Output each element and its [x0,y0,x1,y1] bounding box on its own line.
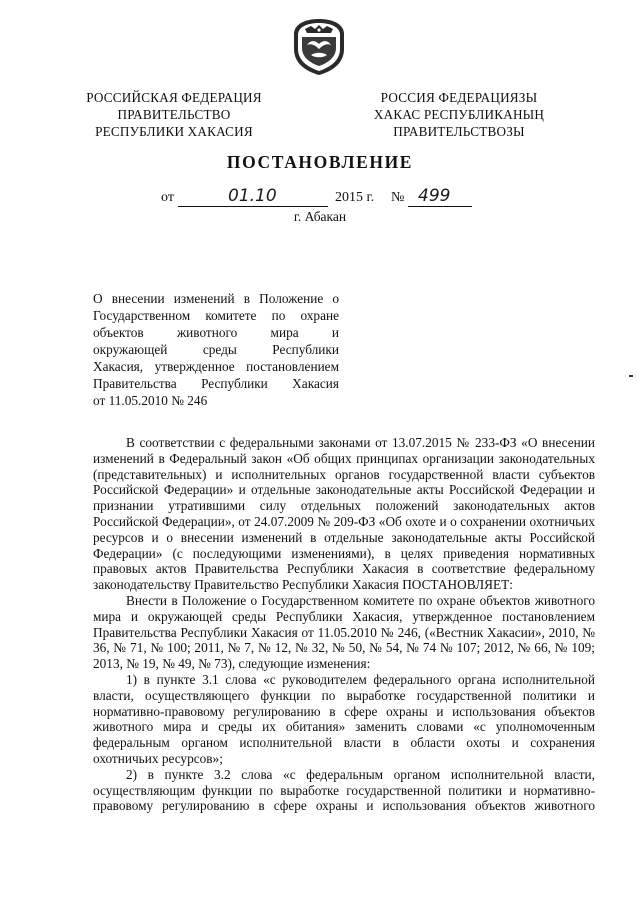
body-paragraph: 2) в пункте 3.2 слова «с федеральным органом исполнительной власти, осуществляющим функции по выработке государственной политики и нормативно-правовому регулированию в сфере охраны и использования объектов животного [93,766,595,814]
number-underline [408,206,472,207]
handwritten-number: 499 [418,186,451,206]
scan-edge-mark [629,375,633,377]
header-right-line: ХАКАС РЕСПУБЛИКАНЫҢ [373,107,545,123]
subject-line: от 11.05.2010 № 246 [93,393,208,408]
subject-line: Государственном комитете по охране [93,308,339,323]
document-subject [93,290,339,409]
city-label: г. Абакан [293,209,347,224]
header-right-block [356,89,562,141]
subject-line: Хакасия, утвержденное постановлением [93,359,339,374]
subject-line: О внесении изменений в Положение о [93,291,339,306]
handwritten-date: 01.10 [228,186,277,206]
number-sign-label: № [391,190,405,205]
document-title: ПОСТАНОВЛЕНИЕ [226,152,414,172]
header-left-line: РЕСПУБЛИКИ ХАКАСИЯ [95,124,253,140]
body-paragraph: Внести в Положение о Государственном комитете по охране объектов животного мира и окружающей среды Республики Хакасия, утвержденное постановлением Правительства Республики Хакасия от 11.05.2010 № 246, («Вестник Хакасии», 2010, № 36, № 71, № 100; 2011, № 7, № 12, № 32, № 50, № 54, № 74 № 107; 2012, № 66, № 109; 2013, № 19, № 49, № 73), следующие изменения: [93,592,595,672]
subject-line: объектов животного мира и [93,325,339,340]
header-left-block [78,89,270,141]
coat-of-arms-of-khakassia-icon [291,17,347,77]
year-label: 2015 г. [335,190,375,205]
body-paragraph: 1) в пункте 3.1 слова «с руководителем федерального органа исполнительной власти, осуществляющего функции по выработке государственной политики и нормативно-правовому регулированию в сфере охраны и использования объектов животного мира и среды их обитания» заменить словами «с уполномоченным федеральным органом исполнительной власти в области охоты и сохранения охотничьих ресурсов»; [93,671,595,766]
header-left-line: РОССИЙСКАЯ ФЕДЕРАЦИЯ [86,90,262,105]
header-left-line: ПРАВИТЕЛЬСТВО [117,107,231,123]
date-from-label: от [161,190,174,205]
header-right-line: ПРАВИТЕЛЬСТВОЗЫ [393,124,525,140]
body-paragraph: В соответствии с федеральными законами от 13.07.2015 № 233-ФЗ «О внесении изменений в Федеральный закон «Об общих принципах организации законодательных (представительных) и исполнительных органов государственной власти субъектов Российской Федерации» и отдельные законодательные акты Российской Федерации и признании утратившими силу отдельных положений законодательных актов Российской Федерации», от 24.07.2009 № 209-ФЗ «Об охоте и о сохранении охотничьих ресурсов и о внесении изменений в отдельные законодательные акты Российской Федерации» (с последующими изменениями), в целях приведения нормативных правовых актов Правительства Республики Хакасия в соответствие федеральному законодательству Правительство Республики Хакасия ПОСТАНОВЛЯЕТ: [93,435,595,593]
document-body [93,435,595,814]
subject-line: окружающей среды Республики [93,342,339,357]
date-underline [178,206,328,207]
subject-line: Правительства Республики Хакасия [93,376,339,391]
header-right-line: РОССИЯ ФЕДЕРАЦИЯЗЫ [380,90,538,105]
